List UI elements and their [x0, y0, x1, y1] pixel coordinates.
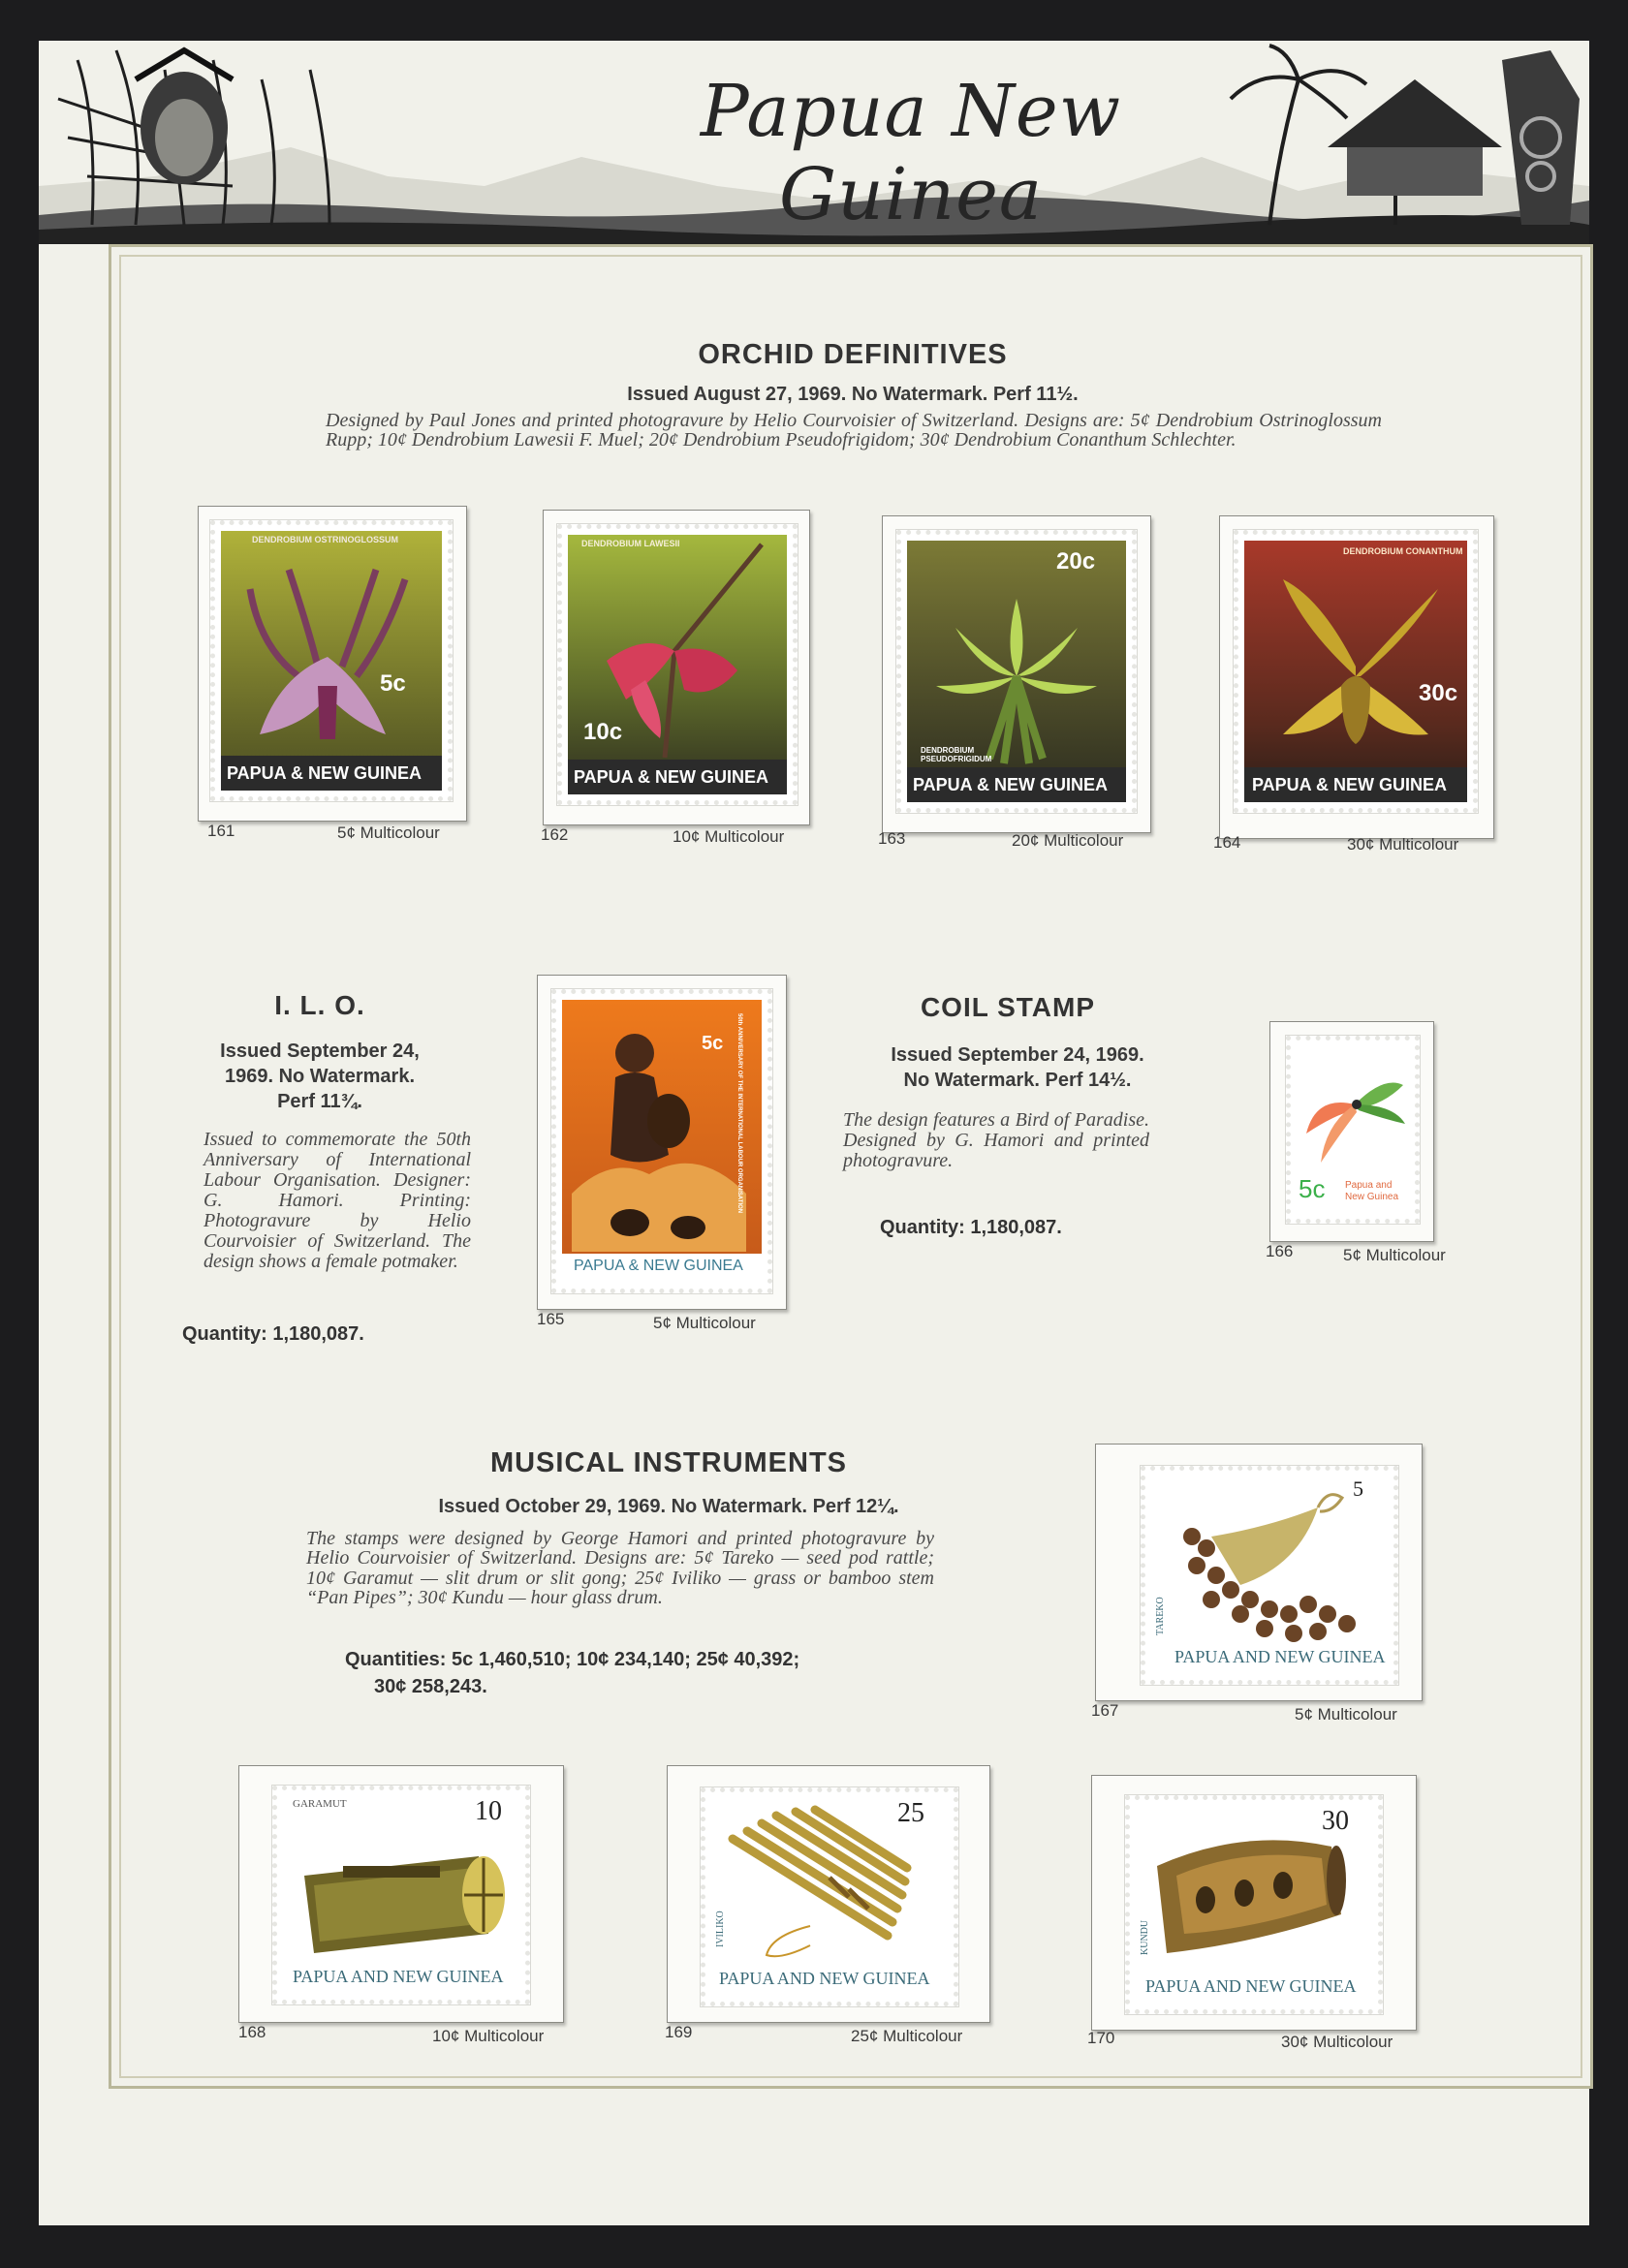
stamp-mount-168	[238, 1765, 564, 2023]
stamp-mount-169	[667, 1765, 990, 2023]
ilo-issued-line-1: Issued September 24,	[220, 1041, 420, 1062]
album-page	[39, 41, 1589, 2225]
ilo-issued-line-3: Perf 11¾.	[277, 1091, 362, 1112]
stamp-166-country-line-1: Papua and	[1345, 1180, 1393, 1191]
stamp-170-country: PAPUA AND NEW GUINEA	[1145, 1976, 1357, 1996]
bird-of-paradise-artwork	[1297, 1046, 1409, 1172]
stamp-166	[1286, 1036, 1420, 1224]
stamp-caption-170: 30¢ Multicolour	[1281, 2033, 1393, 2051]
stamp-162-country: PAPUA & NEW GUINEA	[574, 767, 769, 787]
ilo-potmaker-artwork	[562, 1000, 762, 1283]
orchid-30c-artwork	[1244, 541, 1467, 802]
stamp-163	[896, 530, 1137, 813]
stamp-168-instrument-name: GARAMUT	[293, 1798, 347, 1810]
coil-issued-line-1: Issued September 24, 1969.	[891, 1044, 1144, 1066]
ilo-quantity: Quantity: 1,180,087.	[182, 1323, 364, 1345]
stamp-number-163: 163	[878, 829, 906, 848]
stamp-number-164: 164	[1213, 833, 1241, 852]
stamp-165-side-text: 50th ANNIVERSARY OF THE INTERNATIONAL LABOUR ORGANISATION	[736, 1013, 742, 1214]
stamp-caption-161: 5¢ Multicolour	[337, 823, 440, 842]
stamp-166-value: 5c	[1299, 1174, 1326, 1203]
stamp-170-value: 30	[1322, 1806, 1349, 1836]
stamp-162	[557, 524, 798, 805]
stamp-164-plant-name: DENDROBIUM CONANTHUM	[1343, 546, 1463, 556]
stamp-170-instrument-name: KUNDU	[1140, 1919, 1150, 1955]
music-quantities-line-2: 30¢ 258,243.	[374, 1676, 487, 1697]
stamp-number-170: 170	[1087, 2029, 1115, 2047]
stamp-caption-169: 25¢ Multicolour	[851, 2027, 963, 2045]
stamp-caption-164: 30¢ Multicolour	[1347, 835, 1459, 854]
kundu-drum-artwork	[1138, 1808, 1370, 2002]
stamp-162-value: 10c	[583, 719, 623, 745]
orchid-section-title: ORCHID DEFINITIVES	[698, 339, 1008, 370]
stamp-number-162: 162	[541, 825, 569, 844]
stamp-161-plant-name: DENDROBIUM OSTRINOGLOSSUM	[252, 535, 399, 544]
page-title: Papua New Guinea	[700, 70, 1122, 236]
stamp-mount-166	[1269, 1021, 1434, 1242]
stamp-167	[1141, 1466, 1398, 1685]
stamp-161-value: 5c	[380, 670, 406, 697]
stamp-caption-165: 5¢ Multicolour	[653, 1314, 756, 1332]
orchid-10c-artwork	[568, 535, 787, 794]
stamp-caption-167: 5¢ Multicolour	[1295, 1705, 1397, 1724]
stamp-165	[551, 989, 772, 1293]
ilo-issued-line-2: 1969. No Watermark.	[224, 1066, 415, 1087]
ilo-section-title: I. L. O.	[274, 990, 365, 1020]
stamp-163-plant-name: DENDROBIUM PSEUDOFRIGIDUM	[921, 746, 992, 763]
stamp-169	[701, 1787, 958, 2006]
stamp-caption-162: 10¢ Multicolour	[673, 827, 785, 846]
orchid-5c-artwork	[221, 531, 442, 791]
garamut-drum-artwork	[285, 1798, 517, 1992]
stamp-167-instrument-name: TAREKO	[1155, 1597, 1166, 1635]
stamp-170	[1125, 1795, 1383, 2014]
stamp-caption-166: 5¢ Multicolour	[1343, 1246, 1446, 1264]
stamp-167-value: 5	[1353, 1476, 1363, 1501]
coil-quantity: Quantity: 1,180,087.	[880, 1217, 1062, 1238]
iviliko-pan-pipes-artwork	[713, 1800, 946, 1994]
stamp-mount-165	[537, 975, 787, 1310]
stamp-number-168: 168	[238, 2023, 266, 2041]
stamp-169-country: PAPUA AND NEW GUINEA	[719, 1969, 930, 1988]
ilo-description: Issued to commemorate the 50th Anniversary of International Labour Organisation. Designer: G. Hamori. Printing: Photogravure by Helio Courvoisier of Switzerland. The design shows a female potmaker.	[204, 1129, 471, 1272]
stamp-mount-161	[198, 506, 467, 822]
stamp-number-167: 167	[1091, 1701, 1119, 1720]
stamp-164-value: 30c	[1419, 680, 1458, 706]
stamp-165-country: PAPUA & NEW GUINEA	[574, 1258, 743, 1274]
stamp-161	[210, 520, 453, 801]
stamp-161-country: PAPUA & NEW GUINEA	[227, 763, 423, 783]
orchid-description: Designed by Paul Jones and printed photogravure by Helio Courvoisier of Switzerland. Designs are: 5¢ Dendrobium Ostrinoglossum Rupp; 10¢ Dendrobium Lawesii F. Muel; 20¢ Dendrobium Pseudofrigidom; 30¢ Dendrobium Conanthum Schlechter.	[326, 410, 1382, 451]
stamp-168	[272, 1786, 530, 2004]
stamp-168-value: 10	[475, 1796, 502, 1826]
stamp-mount-162	[543, 510, 810, 825]
stamp-number-169: 169	[665, 2023, 693, 2041]
tareko-rattle-artwork	[1153, 1478, 1386, 1672]
stamp-caption-168: 10¢ Multicolour	[432, 2027, 545, 2045]
stamp-mount-170	[1091, 1775, 1417, 2031]
stamp-number-161: 161	[207, 822, 235, 840]
stamp-163-value: 20c	[1056, 548, 1096, 575]
stamp-mount-163	[882, 515, 1151, 833]
stamp-mount-167	[1095, 1444, 1423, 1701]
stamp-167-country: PAPUA AND NEW GUINEA	[1174, 1647, 1386, 1666]
stamp-162-plant-name: DENDROBIUM LAWESII	[581, 539, 680, 548]
music-issued-line: Issued October 29, 1969. No Watermark. Perf 12¼.	[438, 1496, 899, 1517]
stamp-mount-164	[1219, 515, 1494, 839]
stamp-168-country: PAPUA AND NEW GUINEA	[293, 1967, 504, 1986]
coil-description: The design features a Bird of Paradise. Designed by G. Hamori and printed photogravure.	[843, 1109, 1149, 1171]
stamp-164	[1234, 530, 1478, 813]
stamp-164-country: PAPUA & NEW GUINEA	[1252, 775, 1448, 794]
music-description: The stamps were designed by George Hamori and printed photogravure by Helio Courvoisier of Switzerland. Designs are: 5¢ Tareko — seed pod rattle; 10¢ Garamut — slit drum or slit gong; 25¢ Iviliko — grass or bamboo stem “Pan Pipes”; 30¢ Kundu — hour glass drum.	[306, 1528, 934, 1609]
stamp-166-country-line-2: New Guinea	[1345, 1192, 1399, 1202]
stamp-caption-163: 20¢ Multicolour	[1012, 831, 1124, 850]
stamp-number-166: 166	[1266, 1242, 1294, 1260]
stamp-169-value: 25	[897, 1798, 924, 1828]
coil-issued-line-2: No Watermark. Perf 14½.	[903, 1070, 1132, 1091]
stamp-163-country: PAPUA & NEW GUINEA	[913, 775, 1109, 794]
stamp-number-165: 165	[537, 1310, 565, 1328]
orchid-issued-line: Issued August 27, 1969. No Watermark. Perf 11½.	[627, 384, 1079, 405]
stamp-169-instrument-name: IVILIKO	[715, 1911, 726, 1947]
stamp-165-value: 5c	[702, 1033, 724, 1054]
music-quantities-line-1: Quantities: 5c 1,460,510; 10¢ 234,140; 25¢ 40,392;	[345, 1649, 800, 1670]
coil-section-title: COIL STAMP	[920, 992, 1096, 1022]
music-section-title: MUSICAL INSTRUMENTS	[489, 1447, 848, 1478]
